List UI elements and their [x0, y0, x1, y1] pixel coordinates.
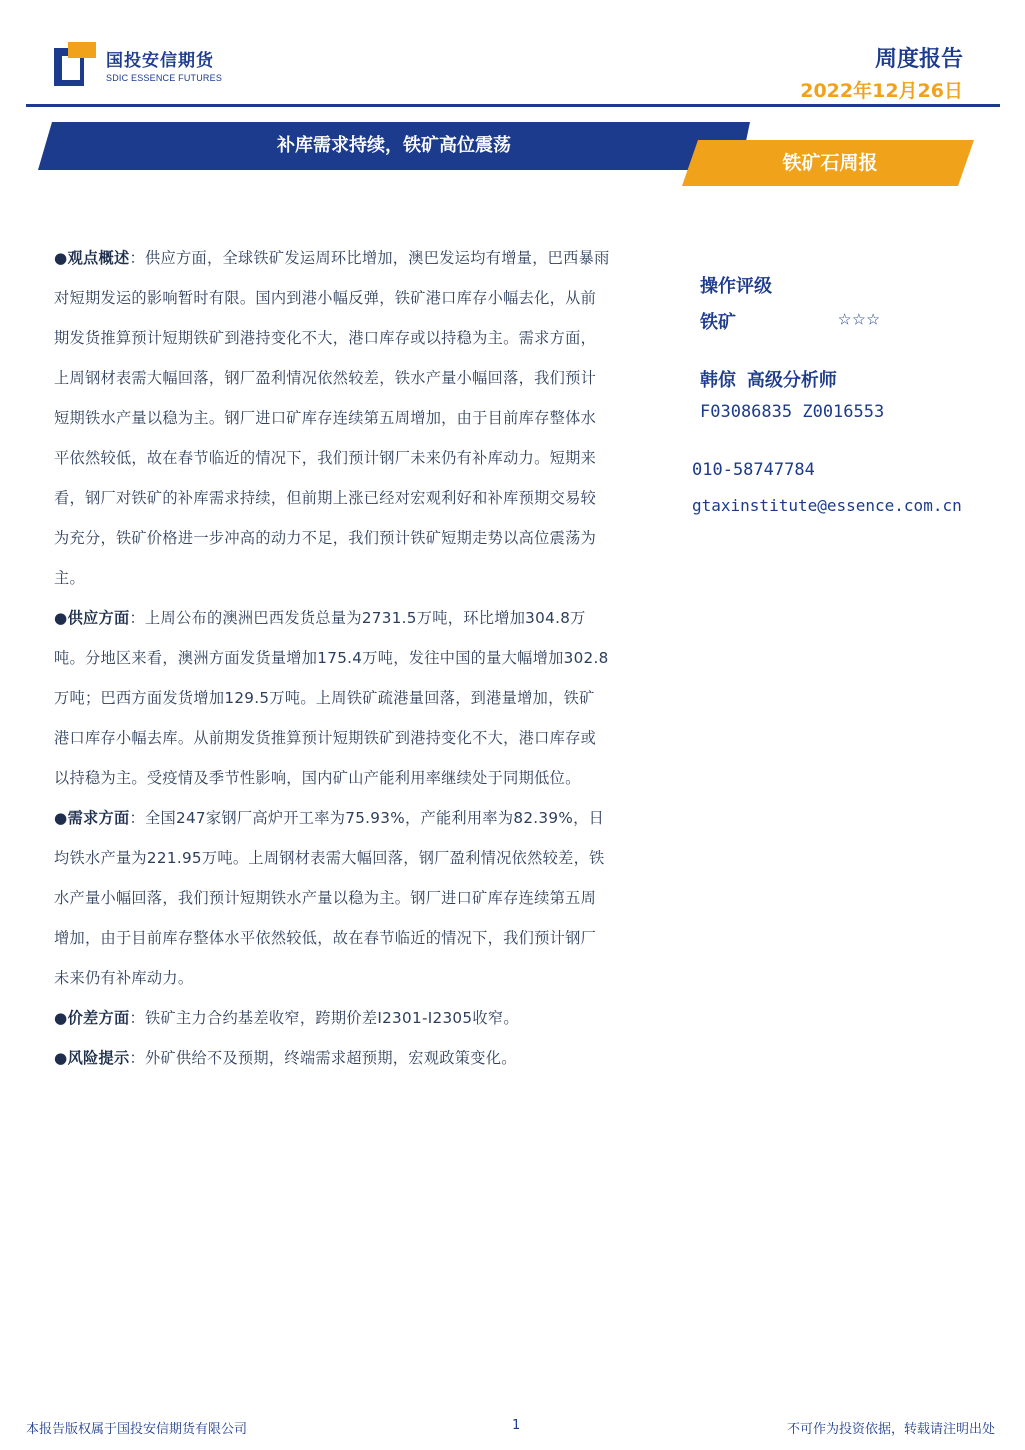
paragraph-spread: [54, 998, 610, 1038]
paragraph-text: ：铁矿主力合约基差收窄，跨期价差I2301-I2305收窄。: [129, 1009, 519, 1027]
bullet-icon: ●: [54, 609, 68, 627]
page-number: 1: [512, 1418, 521, 1433]
report-title: 补库需求持续，铁矿高位震荡: [277, 135, 511, 156]
paragraph-heading: 需求方面: [67, 809, 130, 827]
paragraph-overview: [54, 238, 610, 598]
contact-phone: 010-58747784: [692, 460, 815, 480]
paragraph-heading: 观点概述: [67, 249, 130, 267]
paragraph-heading: 价差方面: [67, 1009, 130, 1027]
paragraph-heading: 风险提示: [67, 1049, 130, 1067]
rating-stars-icon: ☆☆☆: [838, 306, 881, 331]
footer-copyright: 本报告版权属于国投安信期货有限公司: [26, 1422, 248, 1437]
report-body: [54, 238, 610, 1078]
paragraph-text: ：全国247家钢厂高炉开工率为75.93%，产能利用率为82.39%，日均铁水产量为221.95万吨。上周钢材表需大幅回落，钢厂盈利情况依然较差，铁水产量小幅回落，我们预计短期铁水产量以稳为主。钢厂进口矿库存连续第五周增加，由于目前库存整体水平依然较低，故在春节临近的情况下，我们预计钢厂未来仍有补库动力。: [54, 809, 605, 987]
bullet-icon: ●: [54, 809, 68, 827]
bullet-icon: ●: [54, 1009, 68, 1027]
report-series-tag: 铁矿石周报: [782, 152, 878, 174]
contact-email[interactable]: gtaxinstitute@essence.com.cn: [692, 496, 962, 515]
paragraph-text: ：外矿供给不及预期，终端需求超预期，宏观政策变化。: [129, 1049, 517, 1067]
bullet-icon: ●: [54, 249, 68, 267]
header-divider: [26, 104, 1000, 107]
report-date: 2022年12月26日: [800, 80, 963, 102]
footer-disclaimer: 不可作为投资依据，转载请注明出处: [786, 1422, 995, 1437]
paragraph-heading: 供应方面: [67, 609, 130, 627]
logo-name-cn: 国投安信期货: [106, 50, 214, 71]
paragraph-supply: [54, 598, 610, 798]
analyst-name: 韩倞 高级分析师: [700, 370, 837, 391]
rating-label: 操作评级: [700, 276, 772, 297]
paragraph-demand: [54, 798, 610, 998]
paragraph-risk: [54, 1038, 610, 1078]
report-type: 周度报告: [874, 47, 963, 72]
rating-commodity: 铁矿: [700, 312, 736, 333]
analyst-licence: F03086835 Z0016553: [700, 402, 885, 422]
bullet-icon: ●: [54, 1049, 68, 1067]
paragraph-text: ：供应方面，全球铁矿发运周环比增加，澳巴发运均有增量，巴西暴雨对短期发运的影响暂时有限。国内到港小幅反弹，铁矿港口库存小幅去化，从前期发货推算预计短期铁矿到港持变化不大，港口库存或以持稳为主。需求方面，上周钢材表需大幅回落，钢厂盈利情况依然较差，铁水产量小幅回落，我们预计短期铁水产量以稳为主。钢厂进口矿库存连续第五周增加，由于目前库存整体水平依然较低，故在春节临近的情况下，我们预计钢厂未来仍有补库动力。短期来看，钢厂对铁矿的补库需求持续，但前期上涨已经对宏观利好和补库预期交易较为充分，铁矿价格进一步冲高的动力不足，我们预计铁矿短期走势以高位震荡为主。: [54, 249, 610, 587]
logo-name-en: SDIC ESSENCE FUTURES: [106, 72, 223, 83]
logo-mark-icon: [54, 42, 98, 86]
company-logo: [54, 42, 222, 86]
paragraph-text: ：上周公布的澳洲巴西发货总量为2731.5万吨，环比增加304.8万吨。分地区来看，澳洲方面发货量增加175.4万吨，发往中国的量大幅增加302.8万吨；巴西方面发货增加129.5万吨。上周铁矿疏港量回落，到港量增加，铁矿港口库存小幅去库。从前期发货推算预计短期铁矿到港持变化不大，港口库存或以持稳为主。受疫情及季节性影响，国内矿山产能利用率继续处于同期低位。: [54, 609, 609, 787]
